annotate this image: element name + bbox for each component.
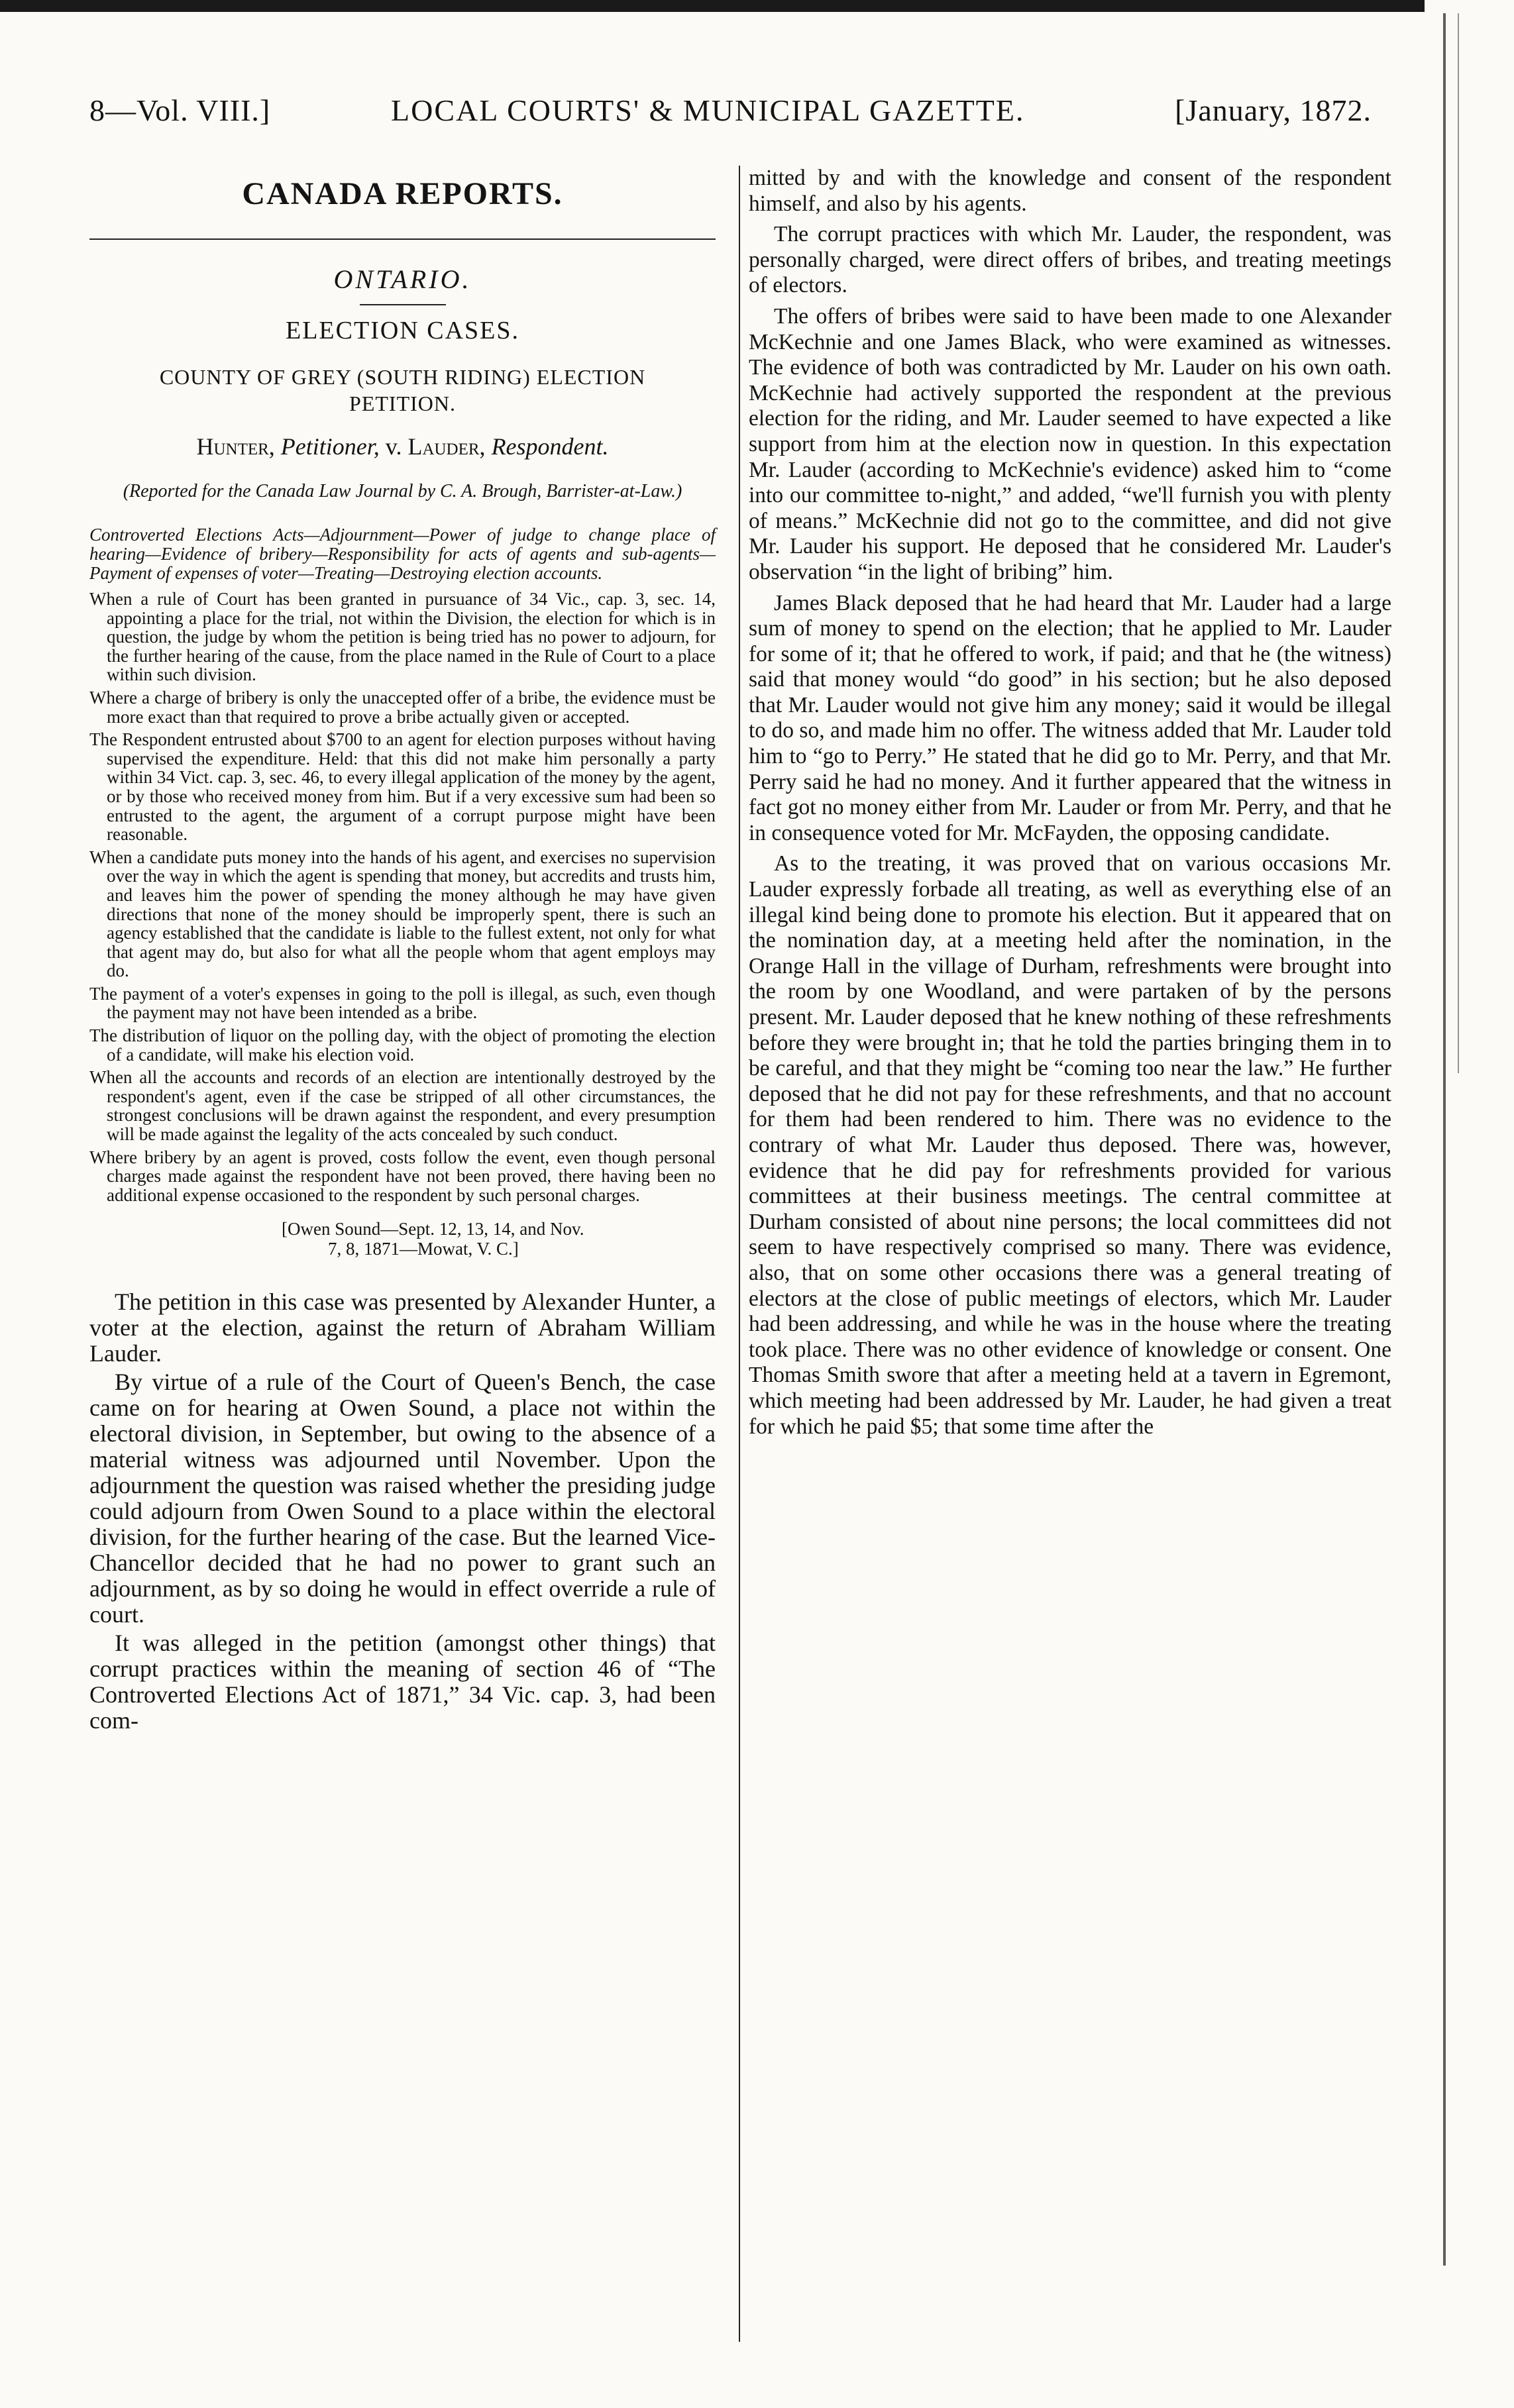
short-rule — [360, 304, 446, 305]
headnote: Controverted Elections Acts—Adjournment—Power of judge to change place of hearing—Evidence of bribery—Responsibility for acts of agents and sub-agents—Payment of expenses of voter—Treating—Destroying election accounts. — [89, 525, 716, 583]
body-paragraph: By virtue of a rule of the Court of Queen's Bench, the case came on for hearing at Owen Sound, a place not within the electoral division, in September, but owing to the absence of a material witness was adjourned until November. Upon the adjournment the question was raised whether the presiding judge could adjourn from Owen Sound to a place within the electoral division, for the further hearing of the case. But the learned Vice-Chancellor decided that he had no power to grant such an adjournment, as by so doing he would in effect override a rule of court. — [89, 1369, 716, 1628]
left-body-text — [89, 1289, 716, 1734]
body-paragraph: The offers of bribes were said to have been made to one Alexander McKechnie and one James Black, who were examined as witnesses. The evidence of both was contradicted by Mr. Lauder on his own oath. McKechnie had actively supported the respondent at the previous election for the riding, and Mr. Lauder seemed to have expected a like support from him at the election now in question. In this expectation Mr. Lauder (according to McKechnie's evidence) asked him to “come into our committee to-night,” and added, “we'll furnish you with plenty of means.” McKechnie did not go to the committee, and did not give Mr. Lauder his support. He deposed that he considered Mr. Lauder's observation “in the light of bribing” him. — [749, 303, 1391, 584]
citation-line: [Owen Sound—Sept. 12, 13, 14, and Nov. — [282, 1219, 584, 1239]
case-parties — [89, 433, 716, 460]
versus: v. — [385, 433, 402, 460]
body-paragraph: The petition in this case was presented by Alexander Hunter, a voter at the election, against the return of Abraham William Lauder. — [89, 1288, 716, 1367]
body-paragraph: The corrupt practices with which Mr. Lauder, the respondent, was personally charged, were direct offers of bribes, and treating meetings of electors. — [749, 222, 1391, 298]
citation-line: 7, 8, 1871—Mowat, V. C.] — [328, 1239, 519, 1259]
summary-paragraph: When a candidate puts money into the hands of his agent, and exercises no supervision over the way in which the agent is spending that money, but accredits and trusts him, and leaves him the power of spending the money although he may have given directions that none of the money should be improperly spent, there is such an agency established that the candidate is liable to the fullest extent, not only for what that agent may do, but also for what all the people whom that agent employs may do. — [89, 847, 716, 981]
body-paragraph: mitted by and with the knowledge and consent of the respondent himself, and also by his agents. — [749, 166, 1391, 216]
summary-paragraph: When all the accounts and records of an election are intentionally destroyed by the respondent's agent, even if the case be stripped of all other circumstances, the strongest conclusions will be drawn against the respondent, and every presumption will be made against the legality of the acts concealed by such conduct. — [89, 1067, 716, 1145]
column-divider — [739, 166, 740, 2342]
body-paragraph: James Black deposed that he had heard that Mr. Lauder had a large sum of money to spend on the election; that he applied to Mr. Lauder for some of it; that he offered to work, if paid; and that he (the witness) said that money would “do good” in his section; but he also deposed that Mr. Lauder would not give him any money; said it would be illegal to do so, and made him no offer. The witness added that Mr. Lauder told him to “go to Perry.” He stated that he did go to Mr. Perry, and that Mr. Perry said he had no money. And it further appeared that the witness in fact got no money either from Mr. Lauder or from Mr. Perry, and that he in consequence voted for Mr. McFayden, the opposing candidate. — [749, 590, 1391, 845]
issue-date: [January, 1872. — [1175, 93, 1372, 127]
reporter-note: (Reported for the Canada Law Journal by C. A. Brough, Barrister-at-Law.) — [123, 481, 682, 501]
right-edge-line-secondary — [1458, 13, 1459, 1073]
case-summary — [89, 590, 716, 1204]
subsection-heading: ELECTION CASES. — [286, 317, 519, 344]
summary-paragraph: Where a charge of bribery is only the unaccepted offer of a bribe, the evidence must be more exact than that required to prove a bribe actually given or accepted. — [89, 687, 716, 727]
summary-paragraph: The Respondent entrusted about $700 to an agent for election purposes without having supervised the expenditure. Held: that this did not make him personally a party within 34 Vict. cap. 3, sec. 46, to every illegal application of the money by the agent, or by those who received money from him. But if a very excessive sum had been so entrusted to the agent, the argument of a corrupt purpose might have been reasonable. — [89, 729, 716, 845]
province-heading: ONTARIO. — [333, 264, 472, 294]
publication-title: LOCAL COURTS' & MUNICIPAL GAZETTE. — [391, 93, 1025, 127]
summary-paragraph: When a rule of Court has been granted in pursuance of 34 Vic., cap. 3, sec. 14, appointing a place for the trial, not within the Division, the election for which is in question, the judge by whom the petition is being tried has no power to adjourn, for the further hearing of the cause, from the place named in the Rule of Court to a place within such division. — [89, 589, 716, 685]
right-edge-line — [1443, 13, 1446, 2266]
right-body-text — [749, 166, 1391, 1440]
body-paragraph: It was alleged in the petition (amongst other things) that corrupt practices within the meaning of section 46 of “The Controverted Elections Act of 1871,” 34 Vic. cap. 3, had been com- — [89, 1630, 716, 1734]
case-citation — [89, 1219, 716, 1259]
case-title: COUNTY OF GREY (SOUTH RIDING) ELECTION PETITION. — [159, 365, 646, 415]
page-header — [89, 86, 1372, 139]
section-title: CANADA REPORTS. — [242, 176, 563, 211]
petitioner-role: Petitioner, — [280, 433, 380, 460]
respondent-name: Lauder, — [407, 433, 486, 460]
top-border-line — [0, 0, 1425, 12]
summary-paragraph: The payment of a voter's expenses in going to the poll is illegal, as such, even though the payment may not have been intended as a bribe. — [89, 983, 716, 1023]
page-volume: 8—Vol. VIII.] — [89, 93, 271, 127]
section-rule — [89, 238, 716, 240]
respondent-role: Respondent. — [491, 433, 609, 460]
right-column — [749, 166, 1391, 1445]
petitioner-name: Hunter, — [196, 433, 275, 460]
summary-paragraph: Where bribery by an agent is proved, costs follow the event, even though personal charges made against the respondent have not been proved, there having been no additional expense occasioned to the respondent by such personal charges. — [89, 1147, 716, 1205]
summary-paragraph: The distribution of liquor on the polling day, with the object of promoting the election of a candidate, will make his election void. — [89, 1025, 716, 1065]
left-column — [89, 169, 716, 1736]
body-paragraph: As to the treating, it was proved that on various occasions Mr. Lauder expressly forbade all treating, as well as everything else of an illegal kind being done to promote his election. But it appeared that on the nomination day, at a meeting held after the nomination, in the Orange Hall in the village of Durham, refreshments were brought into the room by one Woodland, and were partaken of by the persons present. Mr. Lauder deposed that he knew nothing of these refreshments before they were brought in; that he told the parties bringing them in to be careful, and that they might be “coming too near the law.” He further deposed that he did not pay for these refreshments, and that no account for them had been rendered to him. There was no evidence to the contrary of what Mr. Lauder thus deposed. There was, however, evidence that he did pay for refreshments provided for various committees at their business meetings. The central committee at Durham consisted of about nine persons; the local committees did not seem to have respectively comprised so many. There was evidence, also, that on some other occasions there was a general treating of electors at the close of public meetings of electors, which Mr. Lauder had been addressing, and while he was in the house where the treating took place. There was no other evidence of knowledge or consent. One Thomas Smith swore that after a meeting held at a tavern in Egremont, which meeting had been addressed by Mr. Lauder, he had given a treat for which he paid $5; that some time after the — [749, 851, 1391, 1439]
